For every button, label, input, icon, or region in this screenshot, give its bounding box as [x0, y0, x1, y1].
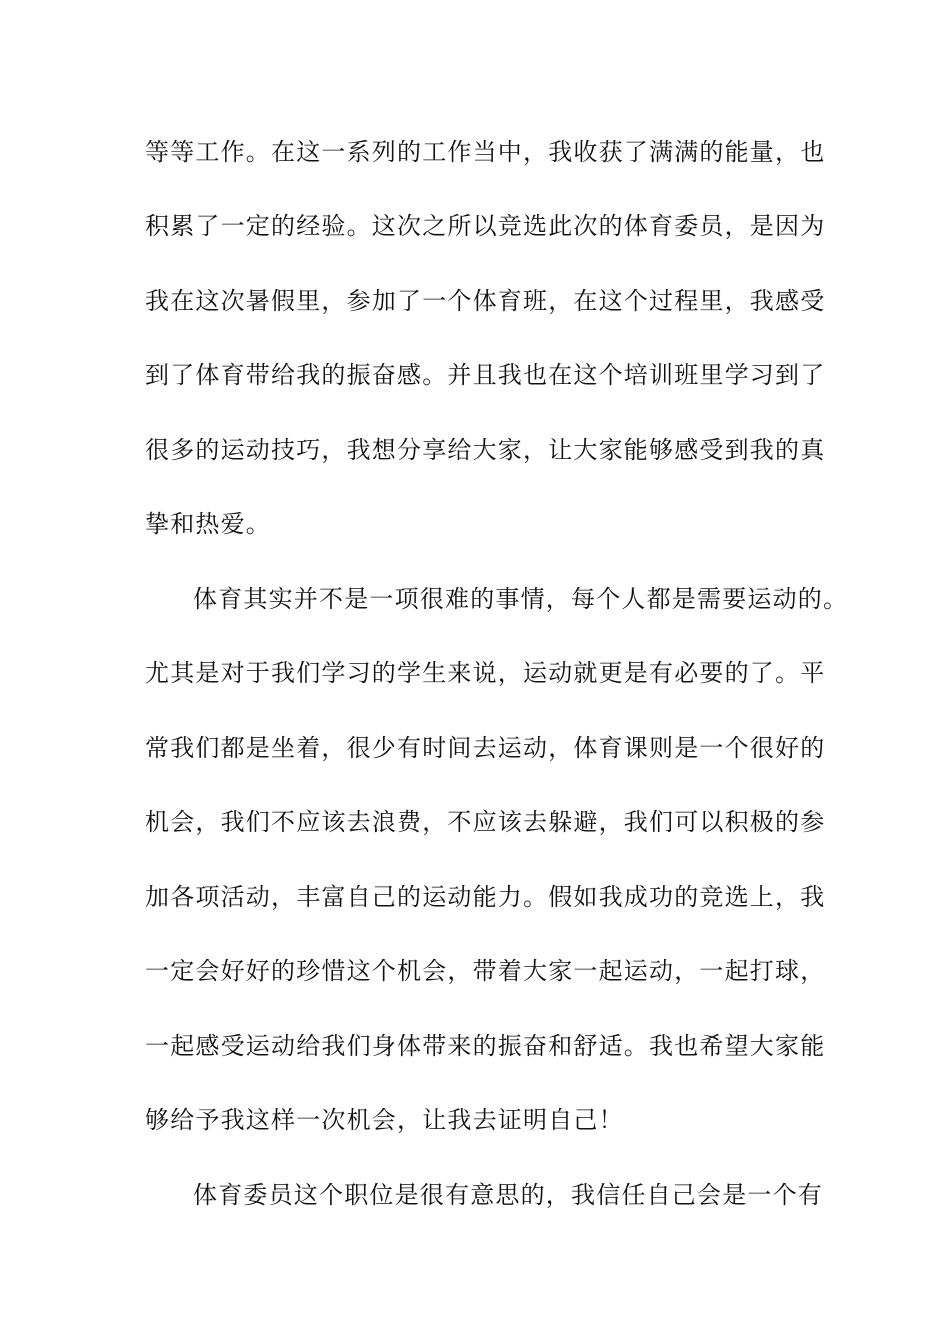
- text-line: 常我们都是坐着，很少有时间去运动，体育课则是一个很好的: [145, 734, 826, 762]
- text-line: 机会，我们不应该去浪费，不应该去躲避，我们可以积极的参: [145, 808, 826, 836]
- text-line: 挚和热爱。: [145, 510, 271, 538]
- text-line: 积累了一定的经验。这次之所以竞选此次的体育委员，是因为: [145, 212, 826, 240]
- text-line: 很多的运动技巧，我想分享给大家，让大家能够感受到我的真: [145, 436, 826, 464]
- paragraph-first-line: 体育其实并不是一项很难的事情，每个人都是需要运动的。: [193, 585, 849, 613]
- text-line: 到了体育带给我的振奋感。并且我也在这个培训班里学习到了: [145, 361, 826, 389]
- text-line: 一起感受运动给我们身体带来的振奋和舒适。我也希望大家能: [145, 1032, 826, 1060]
- text-line: 我在这次暑假里，参加了一个体育班，在这个过程里，我感受: [145, 287, 826, 315]
- text-line: 尤其是对于我们学习的学生来说，运动就更是有必要的了。平: [145, 659, 826, 687]
- text-line: 等等工作。在这一系列的工作当中，我收获了满满的能量，也: [145, 138, 826, 166]
- text-line: 加各项活动，丰富自己的运动能力。假如我成功的竞选上，我: [145, 883, 826, 911]
- text-line: 一定会好好的珍惜这个机会，带着大家一起运动，一起打球，: [145, 957, 826, 985]
- text-line: 够给予我这样一次机会，让我去证明自己！: [145, 1106, 624, 1134]
- paragraph-first-line: 体育委员这个职位是很有意思的，我信任自己会是一个有: [193, 1181, 823, 1209]
